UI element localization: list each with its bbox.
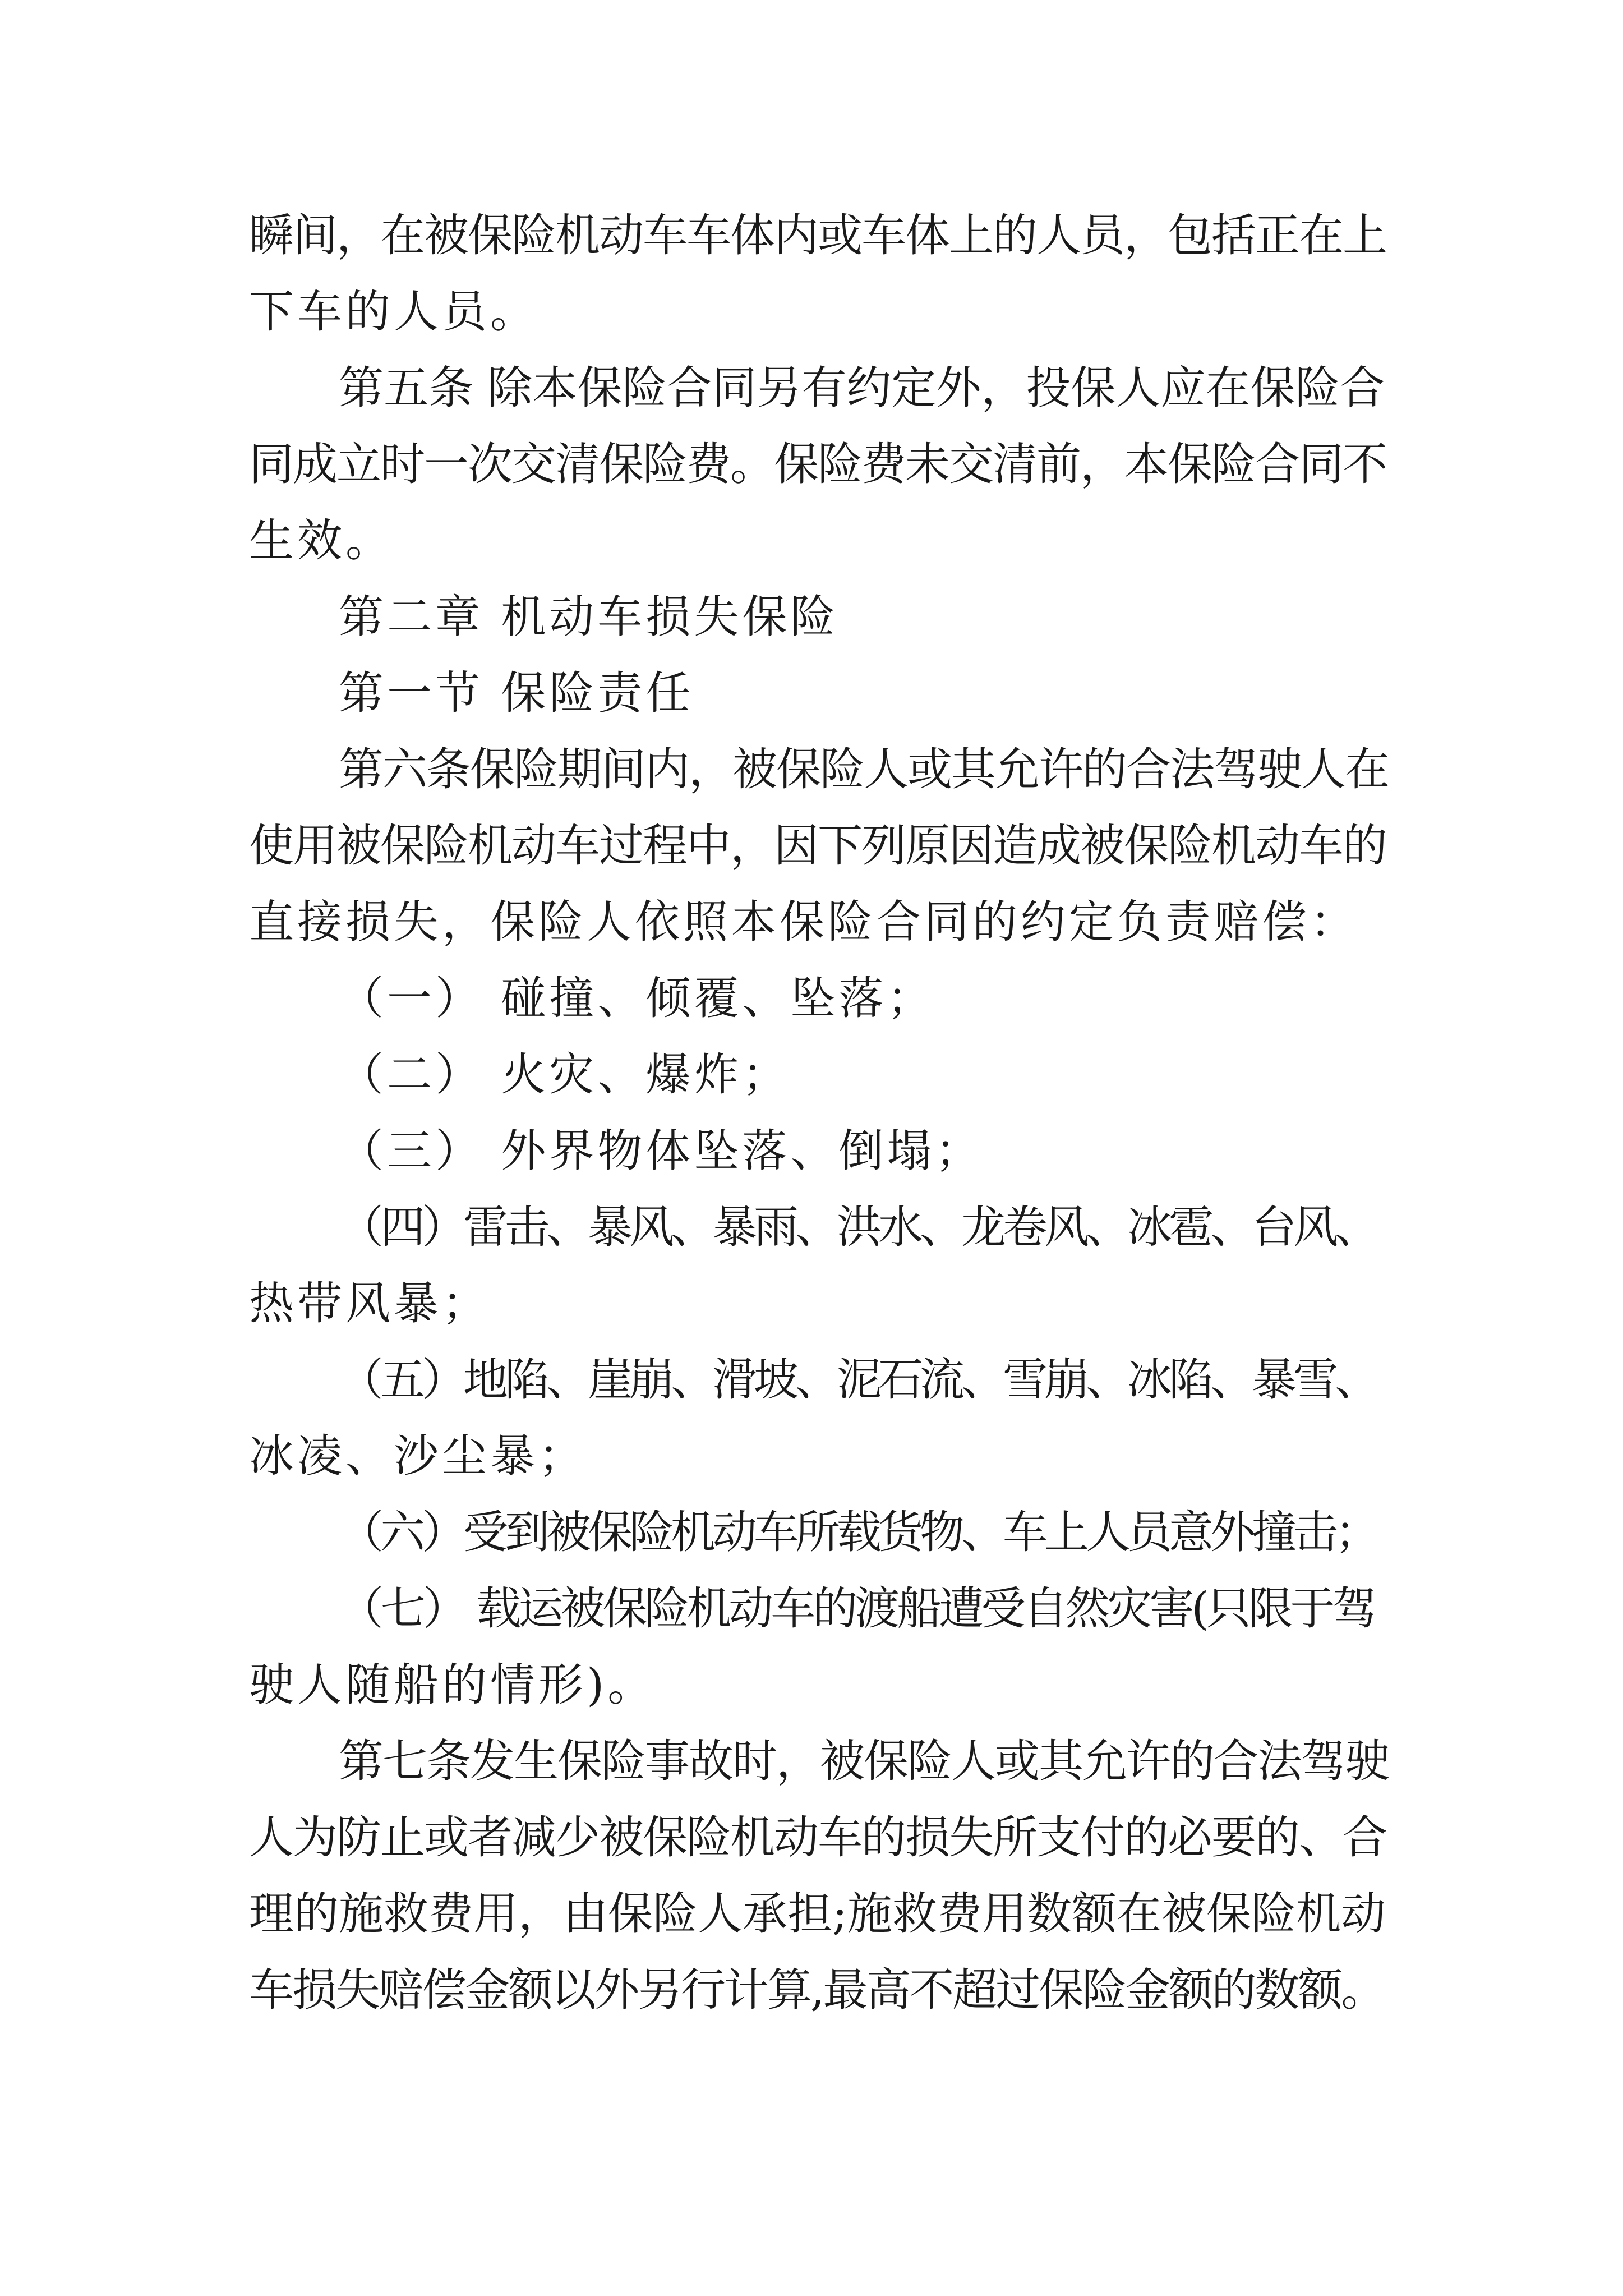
- text-line: 生效。: [249, 514, 394, 567]
- section-heading: 第一节 保险责任: [339, 667, 694, 719]
- text-line: 人为防止或者减少被保险机动车的损失所支付的必要的、合: [249, 1811, 1386, 1864]
- list-item: （四）雷击、暴风、暴雨、洪水、龙卷风、冰雹、台风、: [339, 1201, 1376, 1253]
- text-line: 热带风暴；: [249, 1277, 490, 1329]
- document-body: [249, 197, 1389, 2028]
- article-6-line: 第六条保险期间内，被保险人或其允许的合法驾驶人在: [339, 743, 1389, 795]
- text-line: 下车的人员。: [249, 286, 538, 338]
- text-line: 使用被保险机动车过程中，因下列原因造成被保险机动车的: [249, 820, 1386, 872]
- article-7-line: 第七条发生保险事故时，被保险人或其允许的合法驾驶: [339, 1735, 1389, 1787]
- text-line: 理的施救费用，由保险人承担;施救费用数额在被保险机动: [249, 1888, 1386, 1940]
- list-item: （七） 载运被保险机动车的渡船遭受自然灾害(只限于驾: [339, 1582, 1375, 1635]
- article-5-line: 第五条 除本保险合同另有约定外，投保人应在保险合: [339, 362, 1385, 414]
- text-line: 瞬间，在被保险机动车车体内或车体上的人员，包括正在上: [249, 209, 1386, 261]
- text-line: 车损失赔偿金额以外另行计算,最高不超过保险金额的数额。: [249, 1964, 1385, 2016]
- list-item: （五）地陷、崖崩、滑坡、泥石流、雪崩、冰陷、暴雪、: [339, 1354, 1376, 1406]
- text-line: 直接损失，保险人依照本保险合同的约定负责赔偿：: [249, 896, 1358, 948]
- text-line: 驶人随船的情形)。: [249, 1659, 656, 1711]
- chapter-heading: 第二章 机动车损失保险: [339, 591, 839, 643]
- list-item: （二） 火灾、爆炸；: [339, 1048, 791, 1101]
- text-line: 同成立时一次交清保险费。保险费未交清前，本保险合同不: [249, 438, 1386, 490]
- list-item: （三） 外界物体坠落、倒塌；: [339, 1125, 984, 1177]
- text-line: 冰凌、沙尘暴；: [249, 1430, 587, 1482]
- list-item: （一） 碰撞、倾覆、坠落；: [339, 972, 935, 1024]
- list-item: （六）受到被保险机动车所载货物、车上人员意外撞击；: [339, 1506, 1376, 1558]
